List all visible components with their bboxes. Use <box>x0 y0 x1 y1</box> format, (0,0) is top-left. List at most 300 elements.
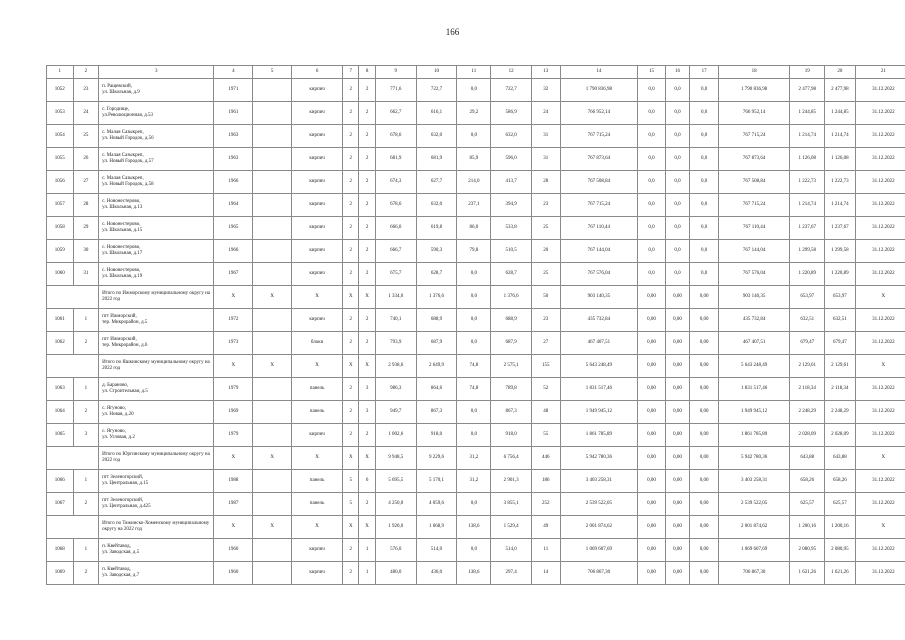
address-cell: с. Городище, ул.Революционная, д.53 <box>99 102 214 125</box>
table-cell: 0,00 <box>665 355 690 378</box>
table-cell: X <box>292 516 343 539</box>
table-cell: 2 001 874,62 <box>718 516 789 539</box>
table-cell: 0,0 <box>457 263 491 286</box>
table-cell: 79,8 <box>457 240 491 263</box>
table-cell: 1979 <box>214 424 253 447</box>
table-cell <box>253 470 292 493</box>
table-cell: X <box>253 286 292 309</box>
table-cell: 1 831 517,46 <box>560 378 638 401</box>
table-row <box>47 332 905 355</box>
table-cell: 1961 <box>214 102 253 125</box>
table-cell: 771,6 <box>375 79 416 102</box>
table-cell: 2 901,3 <box>491 470 532 493</box>
table-cell: 0,0 <box>638 102 666 125</box>
table-cell: 0,0 <box>690 217 719 240</box>
table-cell: 0,0 <box>638 263 666 286</box>
table-cell: 2 118,34 <box>790 378 825 401</box>
table-cell: X <box>343 447 359 470</box>
table-cell: 31.12.2022 <box>855 493 905 516</box>
table-cell: 0,00 <box>638 470 666 493</box>
table-cell: 1061 <box>47 309 74 332</box>
table-cell: X <box>253 355 292 378</box>
table-cell: 31.12.2022 <box>855 148 905 171</box>
table-cell: 1056 <box>47 171 74 194</box>
table-cell: 681,9 <box>416 148 457 171</box>
table-row <box>47 539 905 562</box>
table-cell: 23 <box>532 309 561 332</box>
table-cell: 1 376,6 <box>491 286 532 309</box>
header-cell: 17 <box>690 66 719 79</box>
table-cell: 2 129,61 <box>825 355 856 378</box>
table-cell: 1053 <box>47 102 74 125</box>
table-row <box>47 148 905 171</box>
header-cell: 6 <box>292 66 343 79</box>
table-cell: X <box>855 286 905 309</box>
table-cell: 2 129,61 <box>790 355 825 378</box>
address-cell: с. Новонестерово, ул. Школьная, д.15 <box>99 217 214 240</box>
table-cell: 2 477,98 <box>790 79 825 102</box>
table-cell: 0,00 <box>638 401 666 424</box>
table-cell: X <box>359 286 375 309</box>
table-cell: 767 144,04 <box>718 240 789 263</box>
table-row <box>47 470 905 493</box>
table-cell: 1 002,6 <box>375 424 416 447</box>
table-cell: 1058 <box>47 217 74 240</box>
table-cell: 903 140,35 <box>560 286 638 309</box>
table-cell: 467 407,51 <box>560 332 638 355</box>
table-cell: 1 126,08 <box>790 148 825 171</box>
table-cell: 0,0 <box>690 125 719 148</box>
table-cell: 3 <box>359 378 375 401</box>
table-cell <box>253 102 292 125</box>
table-cell: 31.12.2022 <box>855 562 905 585</box>
table-cell: 1055 <box>47 148 74 171</box>
table-cell: 740,1 <box>375 309 416 332</box>
table-cell: 2 <box>343 332 359 355</box>
table-cell: 1 244,85 <box>790 102 825 125</box>
table-cell: 31.12.2022 <box>855 194 905 217</box>
table-cell: 85,9 <box>457 148 491 171</box>
table-cell: 1054 <box>47 125 74 148</box>
table-cell: 31.12.2022 <box>855 470 905 493</box>
table-cell: 1064 <box>47 401 74 424</box>
table-cell: 0,0 <box>690 148 719 171</box>
subtotal-label: Итого по Тяжинско-Хоменскому муниципальному округу на 2022 год <box>99 516 214 539</box>
table-cell: 2 <box>359 125 375 148</box>
table-cell: 767 715,24 <box>718 194 789 217</box>
table-cell: 0,00 <box>665 562 690 585</box>
table-cell: 0,00 <box>638 493 666 516</box>
table-cell: 0,00 <box>665 424 690 447</box>
table-cell <box>253 539 292 562</box>
table-cell: 23 <box>73 79 99 102</box>
table-cell: кирпич <box>292 102 343 125</box>
table-cell: 1969 <box>214 401 253 424</box>
table-cell: 0,0 <box>638 194 666 217</box>
table-cell: 5 <box>343 470 359 493</box>
table-cell: 0,00 <box>638 332 666 355</box>
table-cell: 767 508,84 <box>718 171 789 194</box>
table-cell: 1971 <box>214 79 253 102</box>
table-cell: 446 <box>532 447 561 470</box>
table-cell: 31,2 <box>457 447 491 470</box>
table-cell: 1 <box>359 539 375 562</box>
table-cell: X <box>214 286 253 309</box>
table-cell: 867,3 <box>416 401 457 424</box>
table-cell: 1988 <box>214 470 253 493</box>
table-cell: 52 <box>532 378 561 401</box>
table-cell: 0,0 <box>638 217 666 240</box>
table-cell: X <box>855 516 905 539</box>
table-cell: 31.12.2022 <box>855 171 905 194</box>
table-cell: 1 920,0 <box>375 516 416 539</box>
table-cell: X <box>292 355 343 378</box>
table-cell: 596,0 <box>491 148 532 171</box>
table-cell: 643,88 <box>790 447 825 470</box>
table-cell: 1 861 785,89 <box>560 424 638 447</box>
table-row <box>47 562 905 585</box>
table-cell: 1 <box>359 562 375 585</box>
table-cell: X <box>343 355 359 378</box>
table-cell: 1 222,73 <box>790 171 825 194</box>
table-cell: 86,0 <box>457 217 491 240</box>
table-cell: 0,0 <box>690 79 719 102</box>
table-cell: 0,0 <box>690 194 719 217</box>
table-cell: X <box>214 355 253 378</box>
header-cell: 5 <box>253 66 292 79</box>
table-cell: 31.12.2022 <box>855 424 905 447</box>
table-cell: 27 <box>73 171 99 194</box>
address-cell: с. Новонестерово, ул. Школьная, д.13 <box>99 194 214 217</box>
table-cell: 5 643 248,49 <box>718 355 789 378</box>
table-cell: кирпич <box>292 539 343 562</box>
table-cell: панель <box>292 378 343 401</box>
table-cell: 2 <box>359 263 375 286</box>
table-cell: 480,0 <box>375 562 416 585</box>
table-cell: X <box>359 516 375 539</box>
table-cell: 31 <box>73 263 99 286</box>
table-cell: 1 949 945,12 <box>718 401 789 424</box>
header-cell: 1 <box>47 66 74 79</box>
address-cell: п. Квейтавод, ул. Заводская, д.5 <box>99 539 214 562</box>
table-row <box>47 102 905 125</box>
table-cell: 48 <box>532 401 561 424</box>
table-cell: 6 756,4 <box>491 447 532 470</box>
table-cell: 50 <box>532 286 561 309</box>
table-cell: 27 <box>532 332 561 355</box>
table-cell: 2 028,09 <box>825 424 856 447</box>
table-cell: 0,0 <box>638 125 666 148</box>
table-cell: 1973 <box>214 332 253 355</box>
header-cell: 12 <box>491 66 532 79</box>
table-row <box>47 79 905 102</box>
table-cell: 0,00 <box>665 286 690 309</box>
table-body <box>47 66 905 585</box>
address-cell: п. Квейтавод, ул. Заводская, д.7 <box>99 562 214 585</box>
table-cell: X <box>343 516 359 539</box>
address-cell: пгт Зеленогорский, ул. Центральная, д.425 <box>99 493 214 516</box>
table-cell: 1966 <box>214 171 253 194</box>
table-cell: 0,00 <box>638 424 666 447</box>
table-cell: 681,9 <box>375 148 416 171</box>
table-cell: 0,00 <box>690 378 719 401</box>
table-cell: 24 <box>532 102 561 125</box>
table-cell: 0,00 <box>665 447 690 470</box>
table-cell: 2 <box>343 263 359 286</box>
table-cell <box>253 332 292 355</box>
table-cell: 2 <box>343 125 359 148</box>
table-cell: 1 <box>73 378 99 401</box>
header-cell: 16 <box>665 66 690 79</box>
table-cell: 1979 <box>214 378 253 401</box>
address-cell: с. Ягуново, ул. Новая, д.20 <box>99 401 214 424</box>
table-cell: 467 407,51 <box>718 332 789 355</box>
table-cell: 0,0 <box>665 194 690 217</box>
table-cell: 1 214,74 <box>790 125 825 148</box>
table-cell: 2 <box>73 562 99 585</box>
table-cell: 31.12.2022 <box>855 378 905 401</box>
address-cell: с. Малая Сазыкреп, ул. Новый Городок, д.58 <box>99 171 214 194</box>
table-cell: 533,8 <box>491 217 532 240</box>
table-cell: 2 539 522,05 <box>718 493 789 516</box>
header-cell: 10 <box>416 66 457 79</box>
table-cell: 586,9 <box>491 102 532 125</box>
table-cell <box>253 240 292 263</box>
table-cell: 767 715,24 <box>560 125 638 148</box>
table-cell: 24 <box>73 102 99 125</box>
table-cell: 0,0 <box>457 424 491 447</box>
table-cell: 1987 <box>214 493 253 516</box>
table-cell: 0,00 <box>690 539 719 562</box>
table-cell: 1 621,26 <box>825 562 856 585</box>
table-cell: 767 508,84 <box>560 171 638 194</box>
table-cell: 2 649,9 <box>416 355 457 378</box>
table-cell: 1960 <box>214 539 253 562</box>
table-cell: 0,0 <box>665 125 690 148</box>
table-cell: 1 <box>73 309 99 332</box>
table-cell: 1972 <box>214 309 253 332</box>
table-cell: 31.12.2022 <box>855 240 905 263</box>
table-cell: 2 <box>359 217 375 240</box>
table-cell: 2 <box>343 424 359 447</box>
table-cell: 514,0 <box>416 539 457 562</box>
header-cell: 8 <box>359 66 375 79</box>
table-cell: 0,0 <box>638 240 666 263</box>
table-cell: 0,00 <box>665 539 690 562</box>
table-cell: 0,0 <box>638 79 666 102</box>
header-cell: 3 <box>99 66 214 79</box>
table-cell: 2 <box>359 148 375 171</box>
table-cell: 31 <box>532 125 561 148</box>
table-cell: 155 <box>532 355 561 378</box>
table-row <box>47 378 905 401</box>
table-cell: 1 621,26 <box>790 562 825 585</box>
address-cell: с. Малая Сазыкреп, ул. Новый Городок, д.56 <box>99 125 214 148</box>
table-cell: 0,0 <box>457 332 491 355</box>
table-cell: 627,7 <box>416 171 457 194</box>
table-cell: 0,00 <box>690 493 719 516</box>
table-cell: 722,7 <box>491 79 532 102</box>
table-cell: 2 <box>359 194 375 217</box>
table-cell: 616,1 <box>416 102 457 125</box>
table-cell: 678,6 <box>375 194 416 217</box>
table-cell: 0,00 <box>690 424 719 447</box>
table-cell: 0,0 <box>690 263 719 286</box>
table-cell: 2 248,29 <box>790 401 825 424</box>
table-cell: 31,2 <box>457 470 491 493</box>
table-cell: 632,0 <box>491 125 532 148</box>
table-cell: 1 220,89 <box>825 263 856 286</box>
table-cell: X <box>214 516 253 539</box>
table-cell: 1967 <box>214 263 253 286</box>
table-cell: кирпич <box>292 562 343 585</box>
table-cell: 74,8 <box>457 355 491 378</box>
header-row <box>47 66 905 79</box>
table-cell: 0,00 <box>690 355 719 378</box>
table-cell: 2 938,6 <box>375 355 416 378</box>
table-row <box>47 401 905 424</box>
table-cell: 2 <box>73 493 99 516</box>
table-cell: 5 942 780,36 <box>560 447 638 470</box>
table-cell: 4 250,0 <box>375 493 416 516</box>
subtotal-row <box>47 286 905 309</box>
header-cell: 9 <box>375 66 416 79</box>
table-cell: 653,97 <box>825 286 856 309</box>
table-cell: 9 948,5 <box>375 447 416 470</box>
table-cell: 1067 <box>47 493 74 516</box>
table-cell: 31.12.2022 <box>855 102 905 125</box>
table-cell: 0,00 <box>665 332 690 355</box>
table-cell: 1 831 517,46 <box>718 378 789 401</box>
address-cell: д. Бараново, ул. Строительная, д.5 <box>99 378 214 401</box>
table-cell: 0,0 <box>457 125 491 148</box>
blank-cell <box>47 516 99 539</box>
address-cell: с. Ягуново, ул. Угловая, д.2 <box>99 424 214 447</box>
table-cell: 666,0 <box>375 217 416 240</box>
table-cell: 25 <box>532 263 561 286</box>
table-cell: 31.12.2022 <box>855 309 905 332</box>
table-cell: 29 <box>73 217 99 240</box>
table-cell: 2 028,09 <box>790 424 825 447</box>
table-cell: 903 140,35 <box>718 286 789 309</box>
table-cell: 1 237,67 <box>790 217 825 240</box>
table-cell: 1960 <box>214 562 253 585</box>
table-cell: 3 <box>359 401 375 424</box>
table-cell: X <box>253 516 292 539</box>
table-cell: 1066 <box>47 470 74 493</box>
table-row <box>47 194 905 217</box>
table-cell <box>253 562 292 585</box>
table-cell: 0,00 <box>638 378 666 401</box>
table-cell: 237,1 <box>457 194 491 217</box>
blank-cell <box>47 355 99 378</box>
header-cell: 18 <box>718 66 789 79</box>
table-cell: 1 069 607,69 <box>560 539 638 562</box>
table-cell: 679,47 <box>825 332 856 355</box>
table-cell: 20 <box>532 240 561 263</box>
table-cell: 297,4 <box>491 562 532 585</box>
table-cell <box>253 309 292 332</box>
table-cell: 679,47 <box>790 332 825 355</box>
table-cell: 2 248,29 <box>825 401 856 424</box>
table-cell: 1 069 607,69 <box>718 539 789 562</box>
table-cell: 1 861 785,89 <box>718 424 789 447</box>
table-cell: 394,9 <box>491 194 532 217</box>
table-cell: 1 376,6 <box>416 286 457 309</box>
table-cell: 1 949 945,12 <box>560 401 638 424</box>
table-cell: 1057 <box>47 194 74 217</box>
table-cell: 2 <box>73 332 99 355</box>
table-cell: X <box>359 447 375 470</box>
subtotal-row <box>47 447 905 470</box>
table-cell: 252 <box>532 493 561 516</box>
table-cell: 0,00 <box>638 539 666 562</box>
table-cell: 2 539 522,05 <box>560 493 638 516</box>
table-cell: 1065 <box>47 424 74 447</box>
table-cell: 2 <box>343 309 359 332</box>
table-cell: 14 <box>532 562 561 585</box>
table-cell: 28 <box>532 171 561 194</box>
table-cell: 2 <box>343 401 359 424</box>
table-cell: 1 220,89 <box>790 263 825 286</box>
address-cell: с. Новонестерово, ул. Школьная, д.17 <box>99 240 214 263</box>
table-cell: 435 732,84 <box>560 309 638 332</box>
table-cell: кирпич <box>292 217 343 240</box>
table-cell: 1 790 836,98 <box>718 79 789 102</box>
table-cell: 619,8 <box>416 217 457 240</box>
table-cell: X <box>855 355 905 378</box>
table-cell: 0,0 <box>690 102 719 125</box>
table-cell <box>253 263 292 286</box>
table-cell: 766 952,14 <box>718 102 789 125</box>
table-cell: 0,00 <box>638 516 666 539</box>
table-cell: 6 <box>359 470 375 493</box>
table-cell: 31.12.2022 <box>855 125 905 148</box>
subtotal-row <box>47 355 905 378</box>
table-cell: кирпич <box>292 309 343 332</box>
table-cell: 1 200,16 <box>790 516 825 539</box>
table-cell: 0,00 <box>665 493 690 516</box>
table-cell: 31 <box>532 148 561 171</box>
table-cell: 1068 <box>47 539 74 562</box>
table-cell: 722,7 <box>416 79 457 102</box>
table-cell: 0,00 <box>690 516 719 539</box>
table-row <box>47 240 905 263</box>
table-cell: 0,00 <box>690 309 719 332</box>
table-cell: 2 <box>343 539 359 562</box>
subtotal-label: Итого по Юргинскому муниципальному округу на 2022 год <box>99 447 214 470</box>
table-cell: 413,7 <box>491 171 532 194</box>
address-cell: пгт Ижморский, тер. Микрорайон, д.6 <box>99 332 214 355</box>
table-cell: 3 403 258,31 <box>718 470 789 493</box>
table-cell: 0,0 <box>457 79 491 102</box>
address-cell: пгт Зеленогорский, ул. Центральная, д.15 <box>99 470 214 493</box>
table-cell: 435 732,84 <box>718 309 789 332</box>
table-cell: 0,0 <box>665 217 690 240</box>
table-cell: панель <box>292 493 343 516</box>
table-cell: 1 214,74 <box>825 125 856 148</box>
table-cell: 31.12.2022 <box>855 263 905 286</box>
table-cell: X <box>855 447 905 470</box>
table-cell: 29,2 <box>457 102 491 125</box>
table-cell: 3 855,1 <box>491 493 532 516</box>
table-cell: панель <box>292 401 343 424</box>
table-row <box>47 493 905 516</box>
table-cell: 2 <box>359 332 375 355</box>
table-cell: 767 576,04 <box>560 263 638 286</box>
table-cell: 793,9 <box>375 332 416 355</box>
table-cell: 632,0 <box>416 125 457 148</box>
